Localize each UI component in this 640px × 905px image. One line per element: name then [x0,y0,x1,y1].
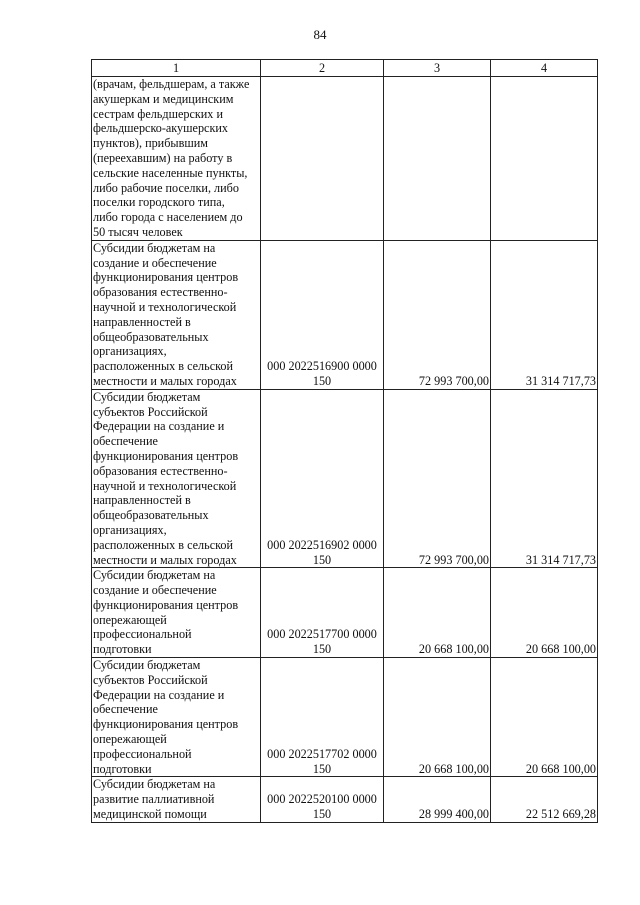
row-code: 000 2022517700 0000 150 [261,568,384,658]
row-value-3: 20 668 100,00 [384,658,491,777]
row-value-4: 31 314 717,73 [491,240,598,389]
row-code: 000 2022516900 0000 150 [261,240,384,389]
table-row [92,240,598,389]
column-header: 4 [491,60,598,77]
table-row [92,77,598,241]
row-value-3 [384,77,491,241]
row-name: Субсидии бюджетам на создание и обеспечение функционирования центров образования естественно- научной и технологической направленностей в общеобразовательных организациях, расположенных в сельской местности и малых городах [92,240,261,389]
row-name: Субсидии бюджетам на создание и обеспечение функционирования центров опережающей профессиональной подготовки [92,568,261,658]
row-value-3: 72 993 700,00 [384,240,491,389]
column-header: 1 [92,60,261,77]
row-name: (врачам, фельдшерам, а также акушеркам и медицинским сестрам фельдшерских и фельдшерско-акушерских пунктов), прибывшим (переехавшим) на работу в сельские населенные пункты, либо рабочие поселки, либо поселки городского типа, либо города с населением до 50 тысяч человек [92,77,261,241]
row-value-4: 20 668 100,00 [491,658,598,777]
row-code: 000 2022520100 0000 150 [261,777,384,822]
table-row [92,658,598,777]
row-value-4 [491,77,598,241]
row-value-3: 28 999 400,00 [384,777,491,822]
row-name: Субсидии бюджетам субъектов Российской Федерации на создание и обеспечение функционирования центров образования естественно- научной и технологической направленностей в общеобразовательных организациях, расположенных в сельской местности и малых городах [92,389,261,568]
table-row [92,568,598,658]
row-code [261,77,384,241]
budget-table [91,59,598,823]
table-header-row [92,60,598,77]
row-code: 000 2022517702 0000 150 [261,658,384,777]
page-number: 84 [313,27,327,42]
table-row [92,389,598,568]
row-name: Субсидии бюджетам на развитие паллиативной медицинской помощи [92,777,261,822]
column-header: 2 [261,60,384,77]
row-code: 000 2022516902 0000 150 [261,389,384,568]
row-value-3: 20 668 100,00 [384,568,491,658]
row-name: Субсидии бюджетам субъектов Российской Федерации на создание и обеспечение функционирования центров опережающей профессиональной подготовки [92,658,261,777]
row-value-4: 20 668 100,00 [491,568,598,658]
row-value-4: 22 512 669,28 [491,777,598,822]
row-value-3: 72 993 700,00 [384,389,491,568]
row-value-4: 31 314 717,73 [491,389,598,568]
table-row [92,777,598,822]
column-header: 3 [384,60,491,77]
